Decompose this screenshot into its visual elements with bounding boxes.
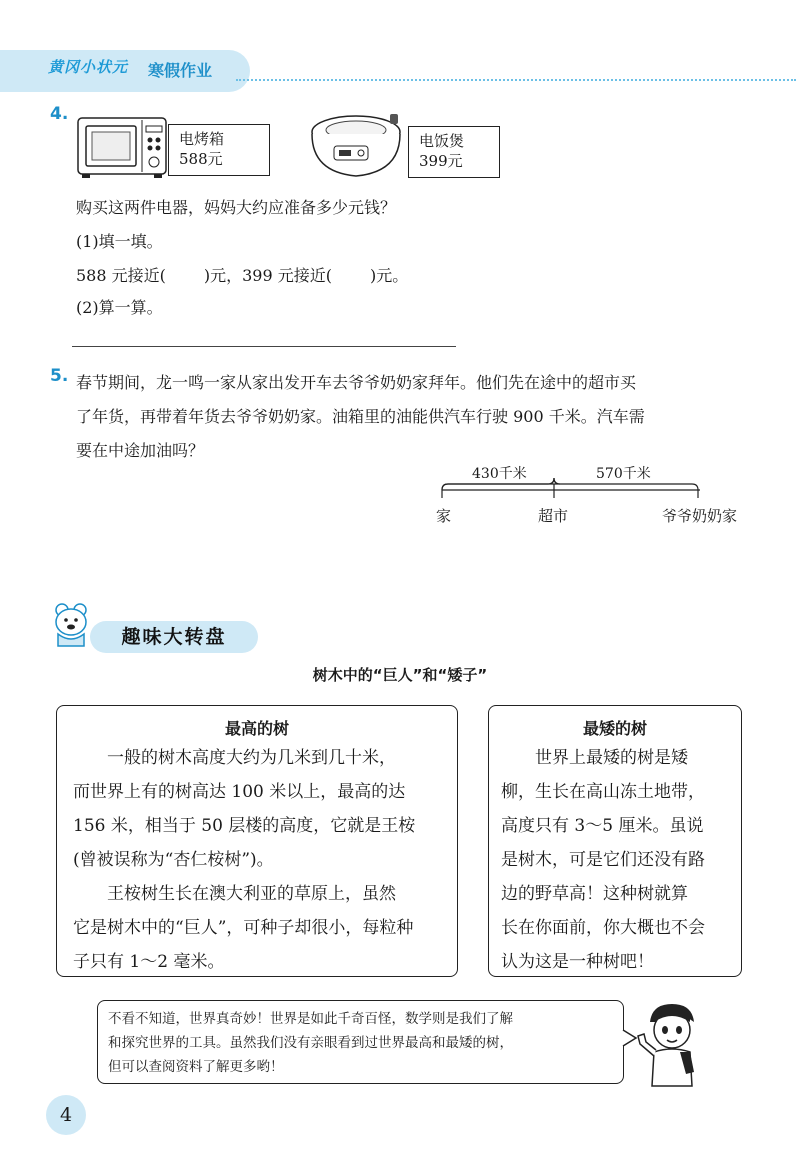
question-5-line-2: 了年货，再带着年货去爷爷奶奶家。油箱里的油能供汽车行驶 900 千米。汽车需: [76, 407, 645, 426]
tallest-line-5: 王桉树生长在澳大利亚的草原上，虽然: [73, 884, 396, 904]
question-4-part2: (2)算一算。: [76, 298, 163, 317]
shortest-tree-text: [489, 739, 741, 979]
question-4-fill-line: [76, 266, 408, 286]
shortest-line-5: 边的野草高！这种树就算: [501, 884, 688, 904]
boy-character-icon: [636, 1000, 706, 1090]
question-5-text: [76, 366, 645, 468]
tallest-line-1: 一般的树木高度大约为几米到几十米，: [73, 748, 396, 768]
tallest-line-6: 它是树木中的“巨人”，可种子却很小，每粒种: [73, 918, 414, 938]
oven-price: 588元: [179, 150, 223, 168]
tallest-line-4: (曾被误称为“杏仁桉树”)。: [73, 850, 274, 870]
shortest-line-1: 世界上最矮的树是矮: [501, 748, 688, 768]
question-5-line-3: 要在中途加油吗？: [76, 441, 205, 460]
question-5-line-1: 春节期间，龙一鸣一家从家出发开车去爷爷奶奶家拜年。他们先在途中的超市买: [76, 373, 637, 392]
shortest-line-3: 高度只有 3～5 厘米。虽说: [501, 816, 704, 836]
question-4-number: 4.: [50, 104, 69, 124]
tallest-tree-heading: 最高的树: [224, 719, 289, 738]
cooker-name: 电饭煲: [419, 132, 465, 150]
shortest-tree-heading: 最矮的树: [582, 719, 647, 738]
speech-line-3: 但可以查阅资料了解更多哟！: [108, 1059, 284, 1075]
header-title: 寒假作业: [148, 61, 213, 80]
speech-bubble: [97, 1000, 624, 1084]
rice-cooker-icon: [306, 110, 410, 184]
microwave-oven-icon: [76, 112, 170, 182]
shortest-line-4: 是树木，可是它们还没有路: [501, 850, 705, 870]
question-5-number: 5.: [50, 366, 69, 386]
shortest-line-2: 柳，生长在高山冻土地带，: [501, 782, 705, 802]
point-grandparents: 爷爷奶奶家: [662, 507, 738, 525]
question-4-part1: (1)填一填。: [76, 232, 163, 251]
answer-line[interactable]: [72, 346, 456, 347]
segment-label-2: 570千米: [596, 466, 651, 482]
shortest-line-6: 长在你面前，你大概也不会: [501, 918, 705, 938]
tallest-tree-text: [57, 739, 457, 979]
bear-mascot-icon: [48, 600, 94, 650]
speech-line-2: 和探究世界的工具。虽然我们没有亲眼看到过世界最高和最矮的树，: [108, 1035, 513, 1051]
section-badge: 趣味大转盘: [90, 621, 258, 653]
question-4-text: 购买这两件电器，妈妈大约应准备多少元钱？: [76, 198, 397, 217]
point-home: 家: [436, 507, 452, 525]
price-card-oven: [168, 124, 270, 176]
header-divider: [236, 79, 796, 81]
tallest-tree-box: [56, 705, 458, 977]
tallest-line-3: 156 米，相当于 50 层楼的高度，它就是王桉: [73, 816, 416, 836]
fill-text-b: )元，399 元接近(: [203, 266, 332, 285]
page-number: 4: [46, 1095, 86, 1135]
shortest-line-7: 认为这是一种树吧！: [501, 952, 654, 972]
shortest-tree-box: [488, 705, 742, 977]
point-supermarket: 超市: [538, 507, 569, 525]
section-title: 树木中的“巨人”和“矮子”: [312, 666, 488, 684]
fill-text-a: 588 元接近(: [76, 266, 166, 285]
oven-name: 电烤箱: [179, 130, 225, 148]
price-card-cooker: [408, 126, 500, 178]
tallest-line-7: 子只有 1～2 毫米。: [73, 952, 225, 972]
cooker-price: 399元: [419, 152, 463, 170]
brand-logo: 黄冈小状元: [48, 58, 129, 76]
speech-line-1: 不看不知道，世界真奇妙！世界是如此千奇百怪，数学则是我们了解: [108, 1011, 513, 1027]
tallest-line-2: 而世界上有的树高达 100 米以上，最高的达: [73, 782, 406, 802]
segment-label-1: 430千米: [472, 466, 527, 482]
fill-text-c: )元。: [370, 266, 409, 285]
